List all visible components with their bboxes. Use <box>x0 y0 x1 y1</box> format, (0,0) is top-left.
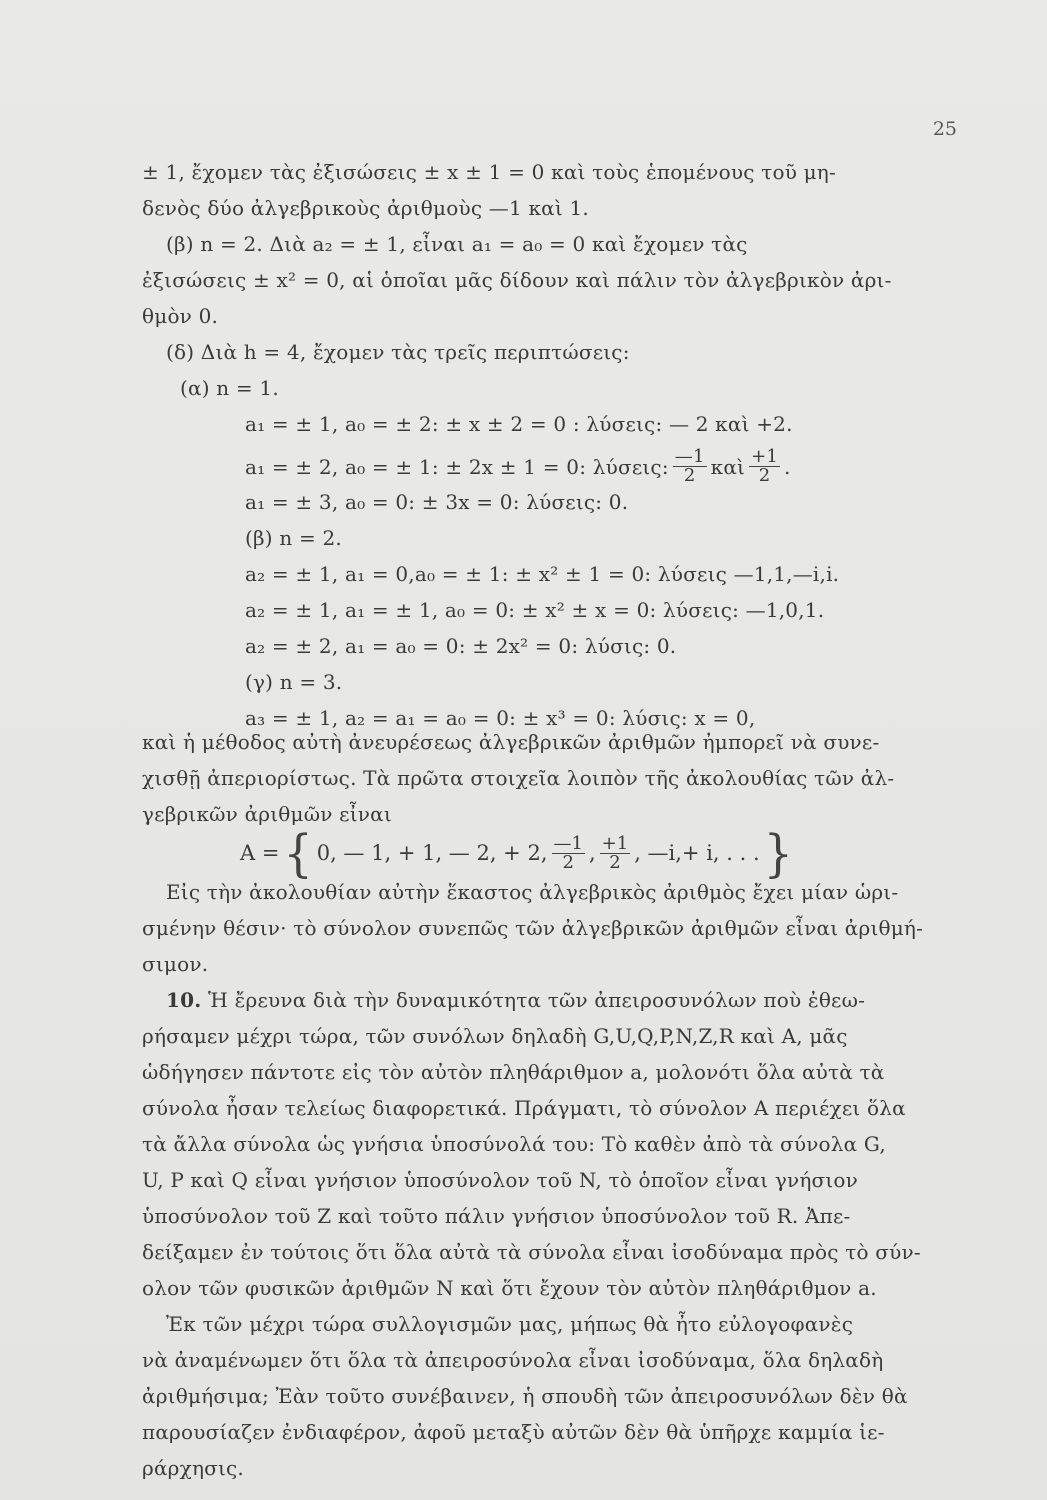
text-line: καὶ ἡ μέθοδος αὐτὴ ἀνευρέσεως ἀλγεβρικῶν ἀριθμῶν ἠμπορεῖ νὰ συνε- <box>142 730 880 754</box>
text-line: γεβρικῶν ἀριθμῶν εἶναι <box>142 802 392 826</box>
text-line: ρήσαμεν μέχρι τώρα, τῶν συνόλων δηλαδὴ G,U,Q,P,N,Z,R καὶ A, μᾶς <box>142 1024 848 1048</box>
text-line: (α) n = 1. <box>180 376 279 400</box>
text-line: ἐξισώσεις ± x² = 0, αἱ ὁποῖαι μᾶς δίδουν καὶ πάλιν τὸν ἀλγεβρικὸν ἀρι- <box>142 268 892 292</box>
text-line: Εἰς τὴν ἀκολουθίαν αὐτὴν ἕκαστος ἀλγεβρικὸς ἀριθμὸς ἔχει μίαν ὡρι- <box>166 880 899 904</box>
text-line: δενὸς δύο ἀλγεβρικοὺς ἀριθμοὺς —1 καὶ 1. <box>142 196 589 220</box>
text-line: (β) n = 2. <box>245 526 342 550</box>
fraction-denominator: 2 <box>683 465 696 486</box>
equation-line: a₁ = ± 3, a₀ = 0: ± 3x = 0: λύσεις: 0. <box>245 490 629 514</box>
set-A-lhs: A = <box>240 841 280 865</box>
text-line: (δ) Διὰ h = 4, ἔχομεν τὰς τρεῖς περιπτώσεις: <box>166 340 630 364</box>
set-A-elements-tail: , —i,+ i, . . . <box>634 841 760 865</box>
fraction-denominator: 2 <box>562 851 574 873</box>
text-line: (γ) n = 3. <box>245 670 343 694</box>
equation-line: a₃ = ± 1, a₂ = a₁ = a₀ = 0: ± x³ = 0: λύσις: x = 0, <box>245 706 756 730</box>
text-line: Ἐκ τῶν μέχρι τώρα συλλογισμῶν μας, μήπως θὰ ἦτο εὐλογοφανὲς <box>166 1312 854 1336</box>
text-line: χισθῇ ἀπεριορίστως. Τὰ πρῶτα στοιχεῖα λοιπὸν τῆς ἀκολουθίας τῶν ἀλ- <box>142 766 895 790</box>
fraction-minus-half <box>552 832 585 873</box>
text-line: σύνολα ἦσαν τελείως διαφορετικά. Πράγματι, τὸ σύνολον A περιέχει ὅλα <box>142 1096 906 1120</box>
equation-line: a₁ = ± 1, a₀ = ± 2: ± x ± 2 = 0 : λύσεις: — 2 καὶ +2. <box>245 412 793 436</box>
equation-line-with-fractions <box>245 448 791 485</box>
conjunction-text: καὶ <box>710 454 746 479</box>
section-text: Ἡ ἔρευνα διὰ τὴν δυναμικότητα τῶν ἀπειροσυνόλων ποὺ ἐθεω- <box>207 988 866 1012</box>
text-line: παρουσίαζεν ἐνδιαφέρον, ἀφοῦ μεταξὺ αὐτῶν δὲν θὰ ὑπῆρχε καμμία ἱε- <box>142 1420 885 1444</box>
text-line: τὰ ἄλλα σύνολα ὡς γνήσια ὑποσύνολά του: Τὸ καθὲν ἀπὸ τὰ σύνολα G, <box>142 1132 886 1156</box>
text-line: ± 1, ἔχομεν τὰς ἐξισώσεις ± x ± 1 = 0 καὶ τοὺς ἑπομένους τοῦ μη- <box>142 160 836 184</box>
text-line: θμὸν 0. <box>142 304 219 328</box>
right-brace: } <box>763 823 793 883</box>
text-line: σιμον. <box>142 952 209 976</box>
text-line: σμένην θέσιν· τὸ σύνολον συνεπῶς τῶν ἀλγεβρικῶν ἀριθμῶν εἶναι ἀριθμή- <box>142 916 924 940</box>
text-line: ολον τῶν φυσικῶν ἀριθμῶν N καὶ ὅτι ἔχουν τὸν αὐτὸν πληθάριθμον a. <box>142 1276 877 1300</box>
equation-line: a₂ = ± 2, a₁ = a₀ = 0: ± 2x² = 0: λύσις: 0. <box>245 634 677 658</box>
set-A-elements: 0, — 1, + 1, — 2, + 2, <box>316 841 548 865</box>
fraction-numerator: —1 <box>553 832 583 854</box>
fraction-numerator: +1 <box>601 832 629 854</box>
fraction-numerator: —1 <box>674 446 705 467</box>
page-number: 25 <box>932 118 957 140</box>
text-line: U, P καὶ Q εἶναι γνήσιον ὑποσύνολον τοῦ N, τὸ ὁποῖον εἶναι γνήσιον <box>142 1168 859 1192</box>
fraction-denominator: 2 <box>609 851 621 873</box>
section-number: 10. <box>166 988 202 1012</box>
period: . <box>784 454 791 479</box>
fraction-denominator: 2 <box>758 465 771 486</box>
set-A-separator: , <box>588 841 596 865</box>
text-line: νὰ ἀναμένωμεν ὅτι ὅλα τὰ ἀπειροσύνολα εἶναι ἰσοδύναμα, ὅλα δηλαδὴ <box>142 1348 884 1372</box>
equation-text: a₁ = ± 2, a₀ = ± 1: ± 2x ± 1 = 0: λύσεις: <box>245 454 669 479</box>
equation-line: a₂ = ± 1, a₁ = 0,a₀ = ± 1: ± x² ± 1 = 0: λύσεις —1,1,—i,i. <box>245 562 840 586</box>
text-line: δείξαμεν ἐν τούτοις ὅτι ὅλα αὐτὰ τὰ σύνολα εἶναι ἰσοδύναμα πρὸς τὸ σύν- <box>142 1240 921 1264</box>
fraction-plus-half <box>600 832 631 873</box>
fraction-numerator: +1 <box>751 446 779 467</box>
section-10-line <box>166 988 865 1012</box>
equation-line: a₂ = ± 1, a₁ = ± 1, a₀ = 0: ± x² ± x = 0: λύσεις: —1,0,1. <box>245 598 825 622</box>
left-brace: { <box>283 823 313 883</box>
text-line: ράρχησις. <box>142 1456 244 1480</box>
text-line: ἀριθμήσιμα; Ἐὰν τοῦτο συνέβαινεν, ἡ σπουδὴ τῶν ἀπειροσυνόλων δὲν θὰ <box>142 1384 908 1408</box>
fraction-minus-half <box>673 448 707 485</box>
set-A-formula <box>240 823 797 883</box>
text-line: (β) n = 2. Διὰ a₂ = ± 1, εἶναι a₁ = a₀ = 0 καὶ ἔχομεν τὰς <box>166 232 748 256</box>
fraction-plus-half <box>749 448 780 485</box>
text-line: ὑποσύνολον τοῦ Z καὶ τοῦτο πάλιν γνήσιον ὑποσύνολον τοῦ R. Ἀπε- <box>142 1204 851 1228</box>
text-line: ὡδήγησεν πάντοτε εἰς τὸν αὐτὸν πληθάριθμον a, μολονότι ὅλα αὐτὰ τὰ <box>142 1060 885 1084</box>
